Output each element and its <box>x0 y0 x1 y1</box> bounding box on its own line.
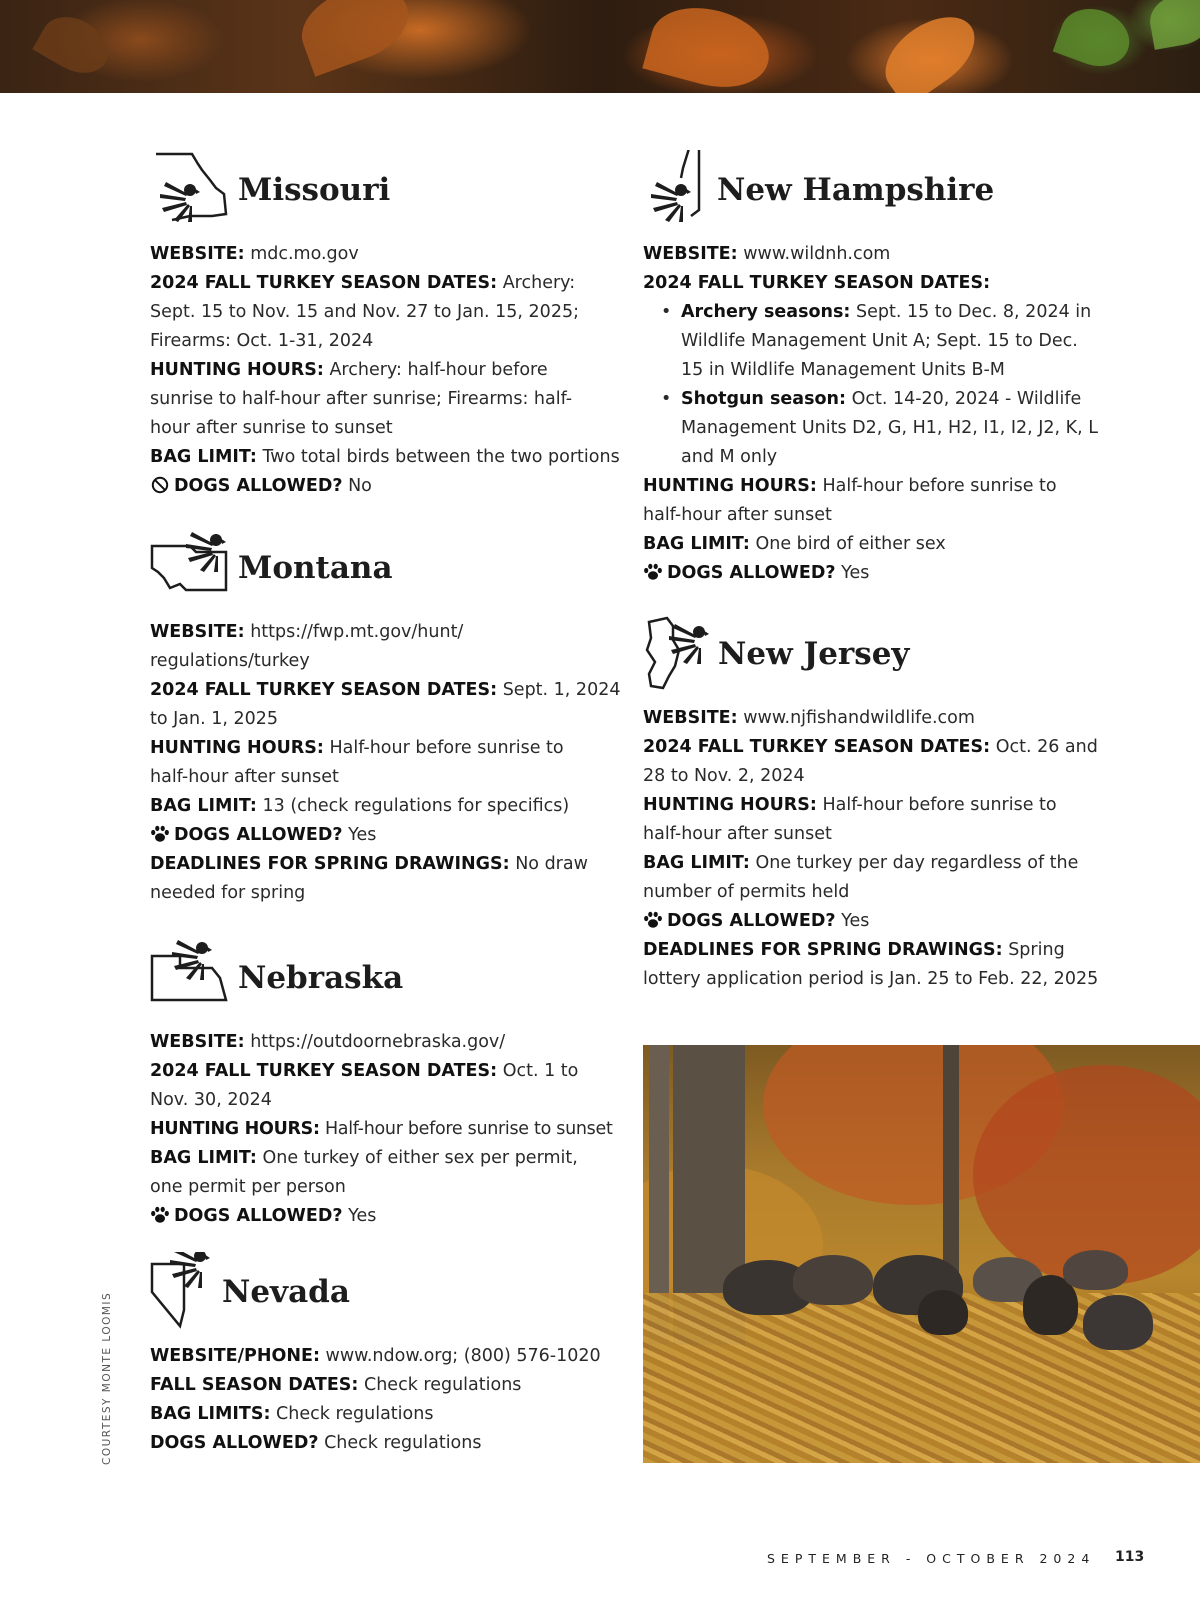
montana-state-turkey-icon <box>150 528 230 608</box>
website-link[interactable]: regulations/turkey <box>150 651 310 671</box>
bag-limit-line: BAG LIMIT: One bird of either sex <box>643 534 946 554</box>
season-dates-text: Nov. 30, 2024 <box>150 1090 272 1110</box>
dogs-allowed-line: DOGS ALLOWED? Yes <box>150 821 620 850</box>
state-name: Montana <box>238 550 393 586</box>
state-section-new-hampshire <box>643 150 1098 588</box>
spring-deadlines-line: DEADLINES FOR SPRING DRAWINGS: Spring <box>643 940 1065 960</box>
page-number: 113 <box>1115 1549 1145 1565</box>
paw-icon <box>643 563 663 581</box>
state-name: New Jersey <box>718 636 910 672</box>
bag-limit-line: BAG LIMIT: One turkey per day regardless of the <box>643 853 1079 873</box>
bag-limit-line: BAG LIMIT: One turkey of either sex per permit, <box>150 1148 578 1168</box>
turkey-flock-photo <box>643 1045 1200 1463</box>
hunting-hours-line: HUNTING HOURS: Half-hour before sunrise to <box>643 795 1057 815</box>
new-jersey-state-turkey-icon <box>643 614 723 694</box>
dogs-allowed-line: DOGS ALLOWED? Check regulations <box>150 1433 482 1453</box>
list-item: • Archery seasons: Sept. 15 to Dec. 8, 2024 in <box>661 302 1092 322</box>
website-link[interactable]: mdc.mo.gov <box>250 244 359 264</box>
nevada-state-turkey-icon <box>150 1252 230 1332</box>
dogs-allowed-line: DOGS ALLOWED? No <box>150 472 620 501</box>
missouri-state-turkey-icon <box>150 150 230 230</box>
hunting-hours-text: hour after sunrise to sunset <box>150 418 393 438</box>
nebraska-state-turkey-icon <box>150 938 230 1018</box>
spring-deadlines-text: needed for spring <box>150 883 306 903</box>
hunting-hours-line: HUNTING HOURS: Half-hour before sunrise to <box>643 476 1057 496</box>
season-dates-line: FALL SEASON DATES: Check regulations <box>150 1375 522 1395</box>
header-banner-image <box>0 0 1200 93</box>
state-section-nebraska <box>150 938 613 1231</box>
no-symbol-icon <box>150 476 170 494</box>
photo-credit: COURTESY MONTE LOOMIS <box>101 1291 113 1465</box>
website-link[interactable]: www.njfishandwildlife.com <box>743 708 975 728</box>
hunting-hours-line: HUNTING HOURS: Archery: half-hour before <box>150 360 548 380</box>
website-line: WEBSITE/PHONE: www.ndow.org; (800) 576-1020 <box>150 1346 601 1366</box>
paw-icon <box>150 825 170 843</box>
website-link[interactable]: www.ndow.org; (800) 576-1020 <box>325 1346 601 1366</box>
list-item-text: Wildlife Management Unit A; Sept. 15 to Dec. <box>681 331 1078 351</box>
spring-deadlines-text: lottery application period is Jan. 25 to Feb. 22, 2025 <box>643 969 1099 989</box>
website-line: WEBSITE: www.wildnh.com <box>643 244 891 264</box>
list-item-text: Management Units D2, G, H1, H2, I1, I2, J2, K, L <box>681 418 1099 438</box>
list-item-text: and M only <box>681 447 778 467</box>
state-name: Nebraska <box>238 960 404 996</box>
spring-deadlines-line: DEADLINES FOR SPRING DRAWINGS: No draw <box>150 854 588 874</box>
state-name: Nevada <box>222 1274 350 1310</box>
bag-limit-text: one permit per person <box>150 1177 346 1197</box>
list-item: • Shotgun season: Oct. 14-20, 2024 - Wildlife <box>661 389 1082 409</box>
season-dates-line: 2024 FALL TURKEY SEASON DATES: Sept. 1, 2024 <box>150 680 621 700</box>
season-dates-line: 2024 FALL TURKEY SEASON DATES: Oct. 1 to <box>150 1061 579 1081</box>
bag-limit-line: BAG LIMIT: Two total birds between the two portions <box>150 447 620 467</box>
paw-icon <box>643 911 663 929</box>
hunting-hours-line: HUNTING HOURS: Half-hour before sunrise to sunset <box>150 1119 613 1139</box>
list-item-text: 15 in Wildlife Management Units B-M <box>681 360 1005 380</box>
website-link[interactable]: https://outdoornebraska.gov/ <box>250 1032 506 1052</box>
season-dates-text: Sept. 15 to Nov. 15 and Nov. 27 to Jan. 15, 2025; <box>150 302 579 322</box>
state-section-missouri <box>150 150 620 501</box>
website-line: WEBSITE: https://outdoornebraska.gov/ <box>150 1032 506 1052</box>
website-link[interactable]: https://fwp.mt.gov/hunt/ <box>250 622 464 642</box>
website-line: WEBSITE: https://fwp.mt.gov/hunt/ <box>150 622 464 642</box>
hunting-hours-text: half-hour after sunset <box>643 824 832 844</box>
hunting-hours-text: half-hour after sunset <box>643 505 832 525</box>
hunting-hours-text: sunrise to half-hour after sunrise; Firearms: half- <box>150 389 573 409</box>
season-dates-text: to Jan. 1, 2025 <box>150 709 279 729</box>
season-dates-line: 2024 FALL TURKEY SEASON DATES: Archery: <box>150 273 576 293</box>
state-section-nevada <box>150 1252 601 1458</box>
website-line: WEBSITE: www.njfishandwildlife.com <box>643 708 975 728</box>
season-dates-text: Firearms: Oct. 1-31, 2024 <box>150 331 374 351</box>
state-name: Missouri <box>238 172 391 208</box>
footer-issue-date: SEPTEMBER - OCTOBER 2024 <box>767 1551 1096 1566</box>
dogs-allowed-line: DOGS ALLOWED? Yes <box>643 907 1098 936</box>
bag-limit-line: BAG LIMITS: Check regulations <box>150 1404 434 1424</box>
dogs-allowed-line: DOGS ALLOWED? Yes <box>150 1202 613 1231</box>
hunting-hours-text: half-hour after sunset <box>150 767 339 787</box>
season-dates-text: 28 to Nov. 2, 2024 <box>643 766 805 786</box>
hunting-hours-line: HUNTING HOURS: Half-hour before sunrise to <box>150 738 564 758</box>
bag-limit-line: BAG LIMIT: 13 (check regulations for specifics) <box>150 796 570 816</box>
state-section-new-jersey <box>643 614 1098 994</box>
new-hampshire-state-turkey-icon <box>643 150 723 230</box>
dogs-allowed-line: DOGS ALLOWED? Yes <box>643 559 1098 588</box>
website-link[interactable]: www.wildnh.com <box>743 244 891 264</box>
state-section-montana <box>150 528 620 908</box>
website-line: WEBSITE: mdc.mo.gov <box>150 244 359 264</box>
paw-icon <box>150 1206 170 1224</box>
season-dates-heading: 2024 FALL TURKEY SEASON DATES: <box>643 273 991 293</box>
bag-limit-text: number of permits held <box>643 882 850 902</box>
season-dates-line: 2024 FALL TURKEY SEASON DATES: Oct. 26 and <box>643 737 1098 757</box>
state-name: New Hampshire <box>717 172 995 208</box>
